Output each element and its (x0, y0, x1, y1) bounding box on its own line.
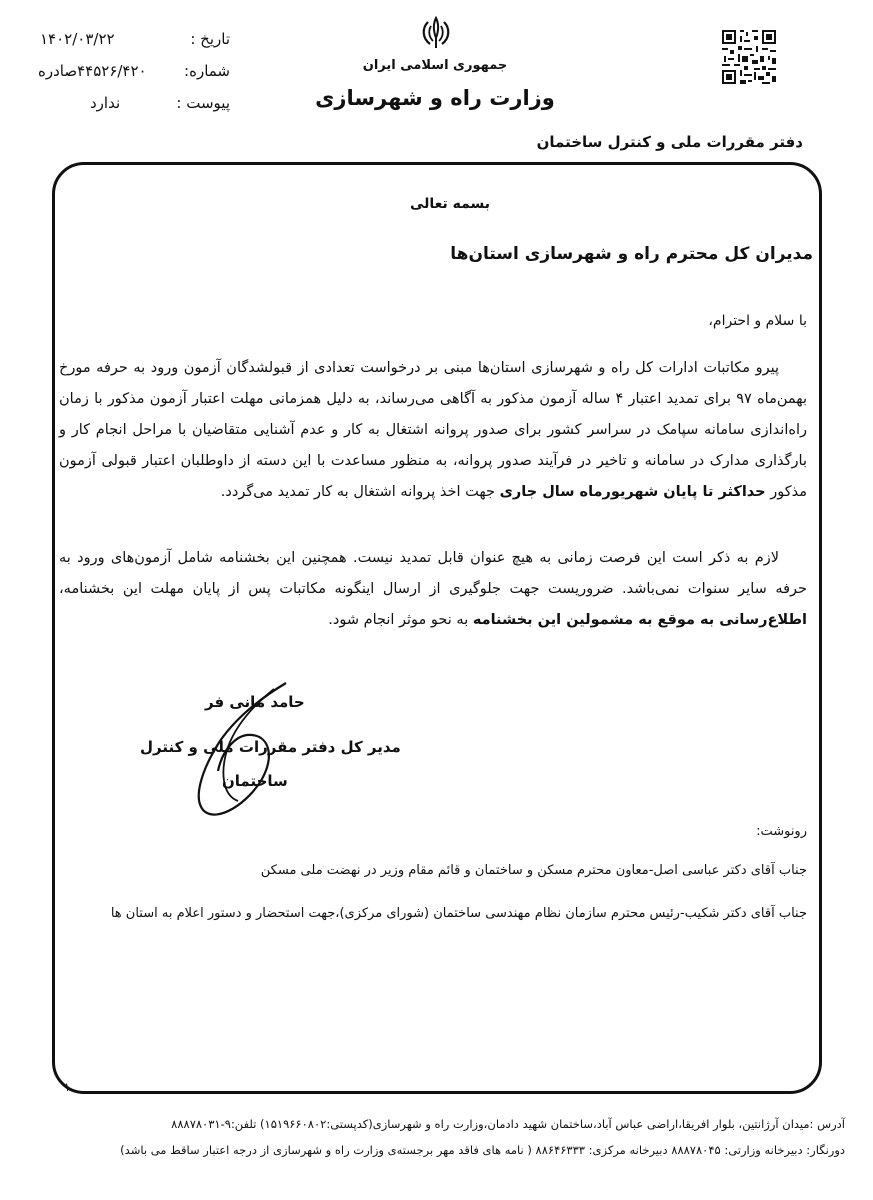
department-title: دفتر مقررات ملی و کنترل ساختمان (536, 133, 803, 151)
date-label: تاریخ : (190, 30, 230, 48)
bismillah: بسمه تعالی (409, 196, 491, 212)
date-value: ۱۴۰۲/۰۳/۲۲ (40, 30, 115, 48)
paragraph-2-bold: اطلاع‌رسانی به موقع به مشمولین این بخشنامه (472, 612, 807, 628)
date-row (0, 30, 240, 54)
handwritten-signature (178, 675, 318, 825)
attachment-row (0, 94, 240, 118)
number-row (0, 62, 240, 86)
paragraph-1-text: پیرو مکاتبات ادارات کل راه و شهرسازی استان‌ها مبنی بر درخواست تعدادی از قبولشدگان آزمون ورود به حرفه مورخ بهمن‌ماه ۹۷ برای تمدید اعتبار ۴ ساله آزمون مذکور به آگاهی می‌رساند، به دلیل همزمانی مهلت اعتبار آزمون مذکور با زمان راه‌اندازی سامانه سپامک در سراسر کشور برای صدور پروانه اشتغال به کار و عدم آشنایی متقاضیان با مراحل انجام کار و بارگذاری مدارک در سامانه و تاخیر در فرآیند صدور پروانه، به منظور مساعدت با این دسته از داوطلبان اعتبار قبولی آزمون مذکور (59, 360, 807, 500)
number-value: ۴۴۵۲۶/۴۲۰صادره (38, 62, 147, 80)
paragraph-2-text: لازم به ذکر است این فرصت زمانی به هیچ عنوان قابل تمدید نیست. همچنین این بخشنامه شامل آزمون‌های ورود به حرفه سایر سنوات نمی‌باشد. ضروریست جهت جلوگیری از ارسال اینگونه مکاتبات پس از پایان مهلت این بخشنامه، (59, 550, 807, 597)
ministry-title: وزارت راه و شهرسازی (315, 86, 555, 110)
footer-fax: دورنگار: دبیرخانه وزارتی: ۸۸۸۷۸۰۴۵ دبیرخانه مرکزی: ۸۸۶۴۶۳۳۳ ( نامه های فاقد مهر برجسته‌ی وزارت راه و شهرسازی از درجه اعتبار ساقط می باشد) (120, 1143, 845, 1157)
republic-title: جمهوری اسلامی ایران (362, 58, 508, 73)
paragraph-1-end: جهت اخذ پروانه اشتغال به کار تمدید می‌گردد. (220, 484, 500, 500)
recipient: مدیران کل محترم راه و شهرسازی استان‌ها (450, 244, 813, 264)
number-label: شماره: (184, 62, 230, 80)
paragraph-1 (59, 353, 807, 508)
attachment-value: ندارد (90, 94, 121, 112)
cc-line-2: جناب آقای دکتر شکیب-رئیس محترم سازمان نظام مهندسی ساختمان (شورای مرکزی)،جهت استحضار و دستور اعلام به استان ها (110, 906, 807, 921)
page-number: ۱ (64, 1080, 71, 1094)
cc-line-1: جناب آقای دکتر عباسی اصل-معاون محترم مسکن و ساختمان و قائم مقام وزیر در نهضت ملی مسکن (260, 863, 807, 878)
paragraph-2 (59, 543, 807, 636)
signer-title-2: ساختمان (222, 772, 288, 790)
paragraph-1-bold: حداکثر تا پایان شهریورماه سال جاری (499, 484, 766, 500)
qr-code-icon (720, 28, 778, 86)
footer-address: آدرس :میدان آرژانتین، بلوار افریقا،اراضی عباس آباد،ساختمان شهید دادمان،وزارت راه و شهرسازی(کدپستی:۱۵۱۹۶۶۰۸۰۲) تلفن:۹-۸۸۸۷۸۰۳۱ (171, 1117, 845, 1131)
signer-title-1: مدیر کل دفتر مقررات ملی و کنترل (140, 738, 401, 756)
greeting: با سلام و احترام، (708, 313, 807, 329)
signer-name: حامد مانی فر (205, 693, 305, 711)
iran-emblem-icon (418, 16, 454, 50)
paragraph-2-end: به نحو موثر انجام شود. (328, 612, 473, 628)
cc-title: رونوشت: (756, 824, 807, 839)
attachment-label: پیوست : (176, 94, 230, 112)
